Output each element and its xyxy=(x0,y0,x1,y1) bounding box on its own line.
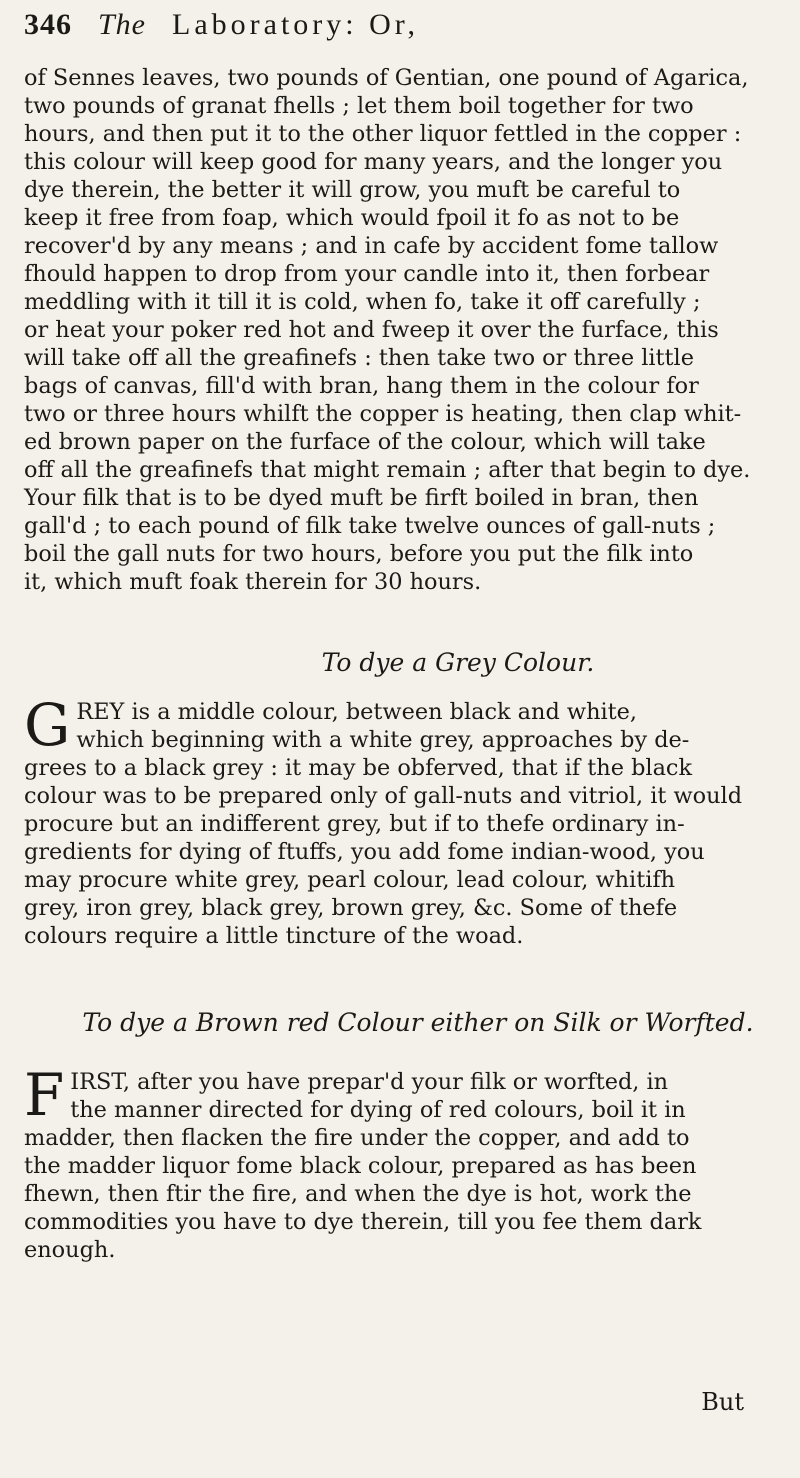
text-line: Your filk that is to be dyed muft be firft boiled in bran, then xyxy=(24,485,699,511)
text-line: commodities you have to dye therein, till you fee them dark xyxy=(24,1209,702,1235)
text-line: meddling with it till it is cold, when fo, take it off carefully ; xyxy=(24,289,701,315)
section-heading-brown-red: To dye a Brown red Colour either on Silk or Worfted. xyxy=(82,1008,754,1037)
header-title-main: Laboratory: Or, xyxy=(172,8,420,41)
text-line: the madder liquor fome black colour, prepared as has been xyxy=(24,1153,697,1179)
text-line: which beginning with a white grey, approaches by de- xyxy=(76,727,690,753)
text-line: boil the gall nuts for two hours, before you put the filk into xyxy=(24,541,694,567)
text-line: grees to a black grey : it may be obferved, that if the black xyxy=(24,755,693,781)
section-heading-grey: To dye a Grey Colour. xyxy=(321,648,595,677)
text-line: procure but an indifferent grey, but if to thefe ordinary in- xyxy=(24,811,685,837)
running-header xyxy=(24,8,772,64)
header-title-prefix: The xyxy=(98,8,146,41)
text-line: or heat your poker red hot and fweep it over the furface, this xyxy=(24,317,719,343)
text-line: fhewn, then ftir the fire, and when the dye is hot, work the xyxy=(24,1181,692,1207)
text-line: this colour will keep good for many years, and the longer you xyxy=(24,149,723,175)
text-line: dye therein, the better it will grow, you muft be careful to xyxy=(24,177,681,203)
text-line: REY is a middle colour, between black and white, xyxy=(76,699,638,725)
text-line: bags of canvas, fill'd with bran, hang them in the colour for xyxy=(24,373,699,399)
text-line: off all the greafinefs that might remain ; after that begin to dye. xyxy=(24,457,751,483)
page-number: 346 xyxy=(24,8,72,41)
drop-cap: G xyxy=(24,691,71,759)
text-line: gredients for dying of ftuffs, you add fome indian-wood, you xyxy=(24,839,705,865)
paragraph-grey-colour xyxy=(24,691,772,950)
drop-cap: F xyxy=(24,1061,65,1129)
text-line: two pounds of granat fhells ; let them boil together for two xyxy=(24,93,694,119)
text-line: enough. xyxy=(24,1237,116,1263)
text-line: colour was to be prepared only of gall-nuts and vitriol, it would xyxy=(24,783,743,809)
text-line: grey, iron grey, black grey, brown grey, &c. Some of thefe xyxy=(24,895,678,921)
text-line: colours require a little tincture of the woad. xyxy=(24,923,524,949)
text-line: keep it free from foap, which would fpoil it fo as not to be xyxy=(24,205,680,231)
text-line: madder, then flacken the fire under the copper, and add to xyxy=(24,1125,690,1151)
text-line: IRST, after you have prepar'd your filk or worfted, in xyxy=(70,1069,669,1095)
text-line: two or three hours whilft the copper is heating, then clap whit- xyxy=(24,401,742,427)
text-line: the manner directed for dying of red colours, boil it in xyxy=(70,1097,686,1123)
text-line: will take off all the greafinefs : then take two or three little xyxy=(24,345,694,371)
catchword: But xyxy=(701,1388,744,1416)
text-line: recover'd by any means ; and in cafe by accident fome tallow xyxy=(24,233,719,259)
text-line: fhould happen to drop from your candle into it, then forbear xyxy=(24,261,710,287)
text-line: ed brown paper on the furface of the colour, which will take xyxy=(24,429,706,455)
text-line: it, which muft foak therein for 30 hours. xyxy=(24,569,482,595)
text-line: gall'd ; to each pound of filk take twelve ounces of gall-nuts ; xyxy=(24,513,716,539)
text-line: hours, and then put it to the other liquor fettled in the copper : xyxy=(24,121,742,147)
paragraph-recipe-continuation xyxy=(24,64,772,596)
paragraph-brown-red-colour xyxy=(24,1061,772,1264)
text-line: may procure white grey, pearl colour, lead colour, whitifh xyxy=(24,867,676,893)
text-line: of Sennes leaves, two pounds of Gentian, one pound of Agarica, xyxy=(24,65,749,91)
